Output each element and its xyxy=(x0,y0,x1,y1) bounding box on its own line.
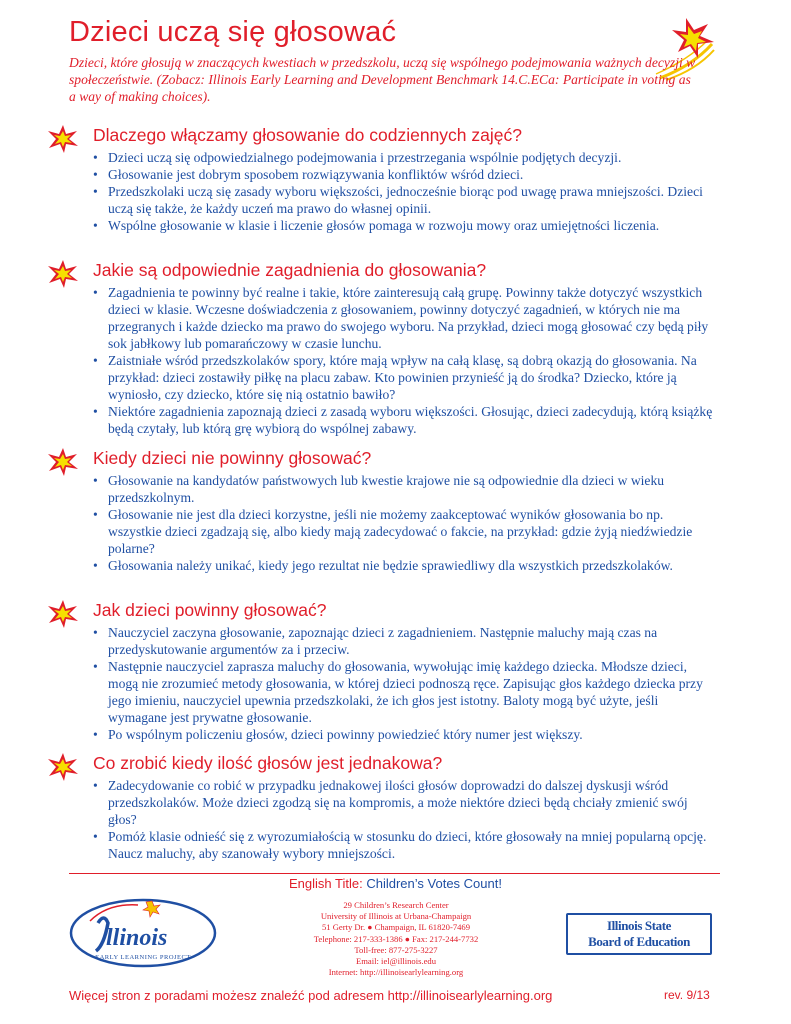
contact-line: 29 Children’s Research Center xyxy=(343,900,449,910)
logo-word: llinois xyxy=(106,925,168,951)
list-item: • Dzieci uczą się odpowiedzialnego podejmowania i przestrzegania wspólnie podjętych decyzji. xyxy=(93,149,715,166)
section-heading: Jakie są odpowiednie zagadnienia do głosowania? xyxy=(93,260,487,280)
intro-text: Dzieci, które głosują w znaczących kwestiach w przedszkolu, uczą się wspólnego podejmowania ważnych decyzji w społeczeństwie. (Zobacz: Illinois Early Learning and Development Benchmark 14.C.ECa: Participate in voting as a way of making choices). xyxy=(69,55,696,104)
list-item: • Pomóż klasie odnieść się z wyrozumiałością w stosunku do dzieci, które głosowały na mniej popularną opcję. Naucz maluchy, aby szanowały wybory mniejszości. xyxy=(93,828,715,862)
section-heading: Dlaczego włączamy głosowanie do codziennych zajęć? xyxy=(93,125,522,145)
list-item: • Niektóre zagadnienia zapoznają dzieci z zasadą wyboru większości. Głosując, dzieci zadecydują, którą książkę będą czytały, lub którą grę wybiorą do wspólnej zabawy. xyxy=(93,403,715,437)
star-bullet-icon xyxy=(48,260,78,288)
contact-website: Internet: http://illinoisearlylearning.org xyxy=(328,967,464,978)
english-title-value: Children’s Votes Count! xyxy=(366,876,502,891)
illinois-early-learning-logo xyxy=(68,893,218,969)
list-item: • Zaistniałe wśród przedszkolaków spory, które mają wpływ na całą klasę, są dobrą okazją do głosowania. Na przykład: dzieci zostawiły piłkę na placu zabaw. Kto powinien przynieść ją do środka? Dziecko, które ją wyniosło, czy dziecko, które się nią ostatnio bawiło? xyxy=(93,352,715,403)
list-item: • Głosowanie na kandydatów państwowych lub kwestie krajowe nie są odpowiednie dla dzieci w wieku przedszkolnym. xyxy=(93,472,715,506)
bullet-list xyxy=(93,284,715,437)
bullet-list xyxy=(93,777,715,862)
english-title-label: English Title: xyxy=(289,876,363,891)
isbe-line: Illinois State xyxy=(606,918,672,933)
contact-line: 51 Gerty Dr. ● Champaign, IL 61820-7469 xyxy=(321,922,471,933)
list-item: • Głosowanie nie jest dla dzieci korzystne, jeśli nie możemy zaakceptować wyników głosowania bo np. wszystkie dzieci zgadzają się, albo kiedy mają zadecydować o fakcie, na przykład: gdzie żyją niedźwiedzie polarne? xyxy=(93,506,715,557)
list-item: • Zagadnienia te powinny być realne i takie, które zainteresują całą grupę. Powinny także dotyczyć wszystkich dzieci w klasie. Wczesne doświadczenia z głosowaniem, powinny dotyczyć zagadnień, w których nie ma przegranych i każde dziecko ma prawo do swojego wyboru. Na przykład, dzieci mogą głosować czy będą piły sok jabłkowy lub pomarańczowy w czasie lunchu. xyxy=(93,284,715,352)
section-heading: Jak dzieci powinny głosować? xyxy=(93,600,327,620)
isbe-line: Board of Education xyxy=(588,934,690,949)
list-item: • Nauczyciel zaczyna głosowanie, zapoznając dzieci z zagadnieniem. Następnie maluchy mają czas na przedyskutowanie argumentów za i przeciw. xyxy=(93,624,715,658)
contact-line: Toll-free: 877-275-3227 xyxy=(354,944,438,955)
isbe-logo xyxy=(566,913,712,955)
contact-email: Email: iel@illinois.edu xyxy=(356,956,436,967)
list-item: • Głosowania należy unikać, kiedy jego rezultat nie będzie sprawiedliwy dla wszystkich przedszkolaków. xyxy=(93,557,715,574)
star-bullet-icon xyxy=(48,600,78,628)
list-item: • Wspólne głosowanie w klasie i liczenie głosów pomaga w rozwoju mowy oraz umiejętności liczenia. xyxy=(93,217,715,234)
section-heading: Co zrobić kiedy ilość głosów jest jednakowa? xyxy=(93,753,443,773)
logo-subtitle: EARLY LEARNING PROJECT xyxy=(95,954,191,961)
divider xyxy=(69,873,720,874)
contact-info xyxy=(296,900,496,978)
contact-line: University of Illinois at Urbana-Champaign xyxy=(320,911,472,922)
star-bullet-icon xyxy=(48,125,78,153)
list-item: • Głosowanie jest dobrym sposobem rozwiązywania konfliktów wśród dzieci. xyxy=(93,166,715,183)
page-title: Dzieci uczą się głosować xyxy=(69,16,397,48)
star-bullet-icon xyxy=(48,448,78,476)
bullet-list xyxy=(93,624,715,743)
bullet-list xyxy=(93,149,715,234)
list-item: • Następnie nauczyciel zaprasza maluchy do głosowania, wywołując imię każdego dziecka. Młodsze dzieci, mogą nie zrozumieć metody głosowania, w której dzieci podnoszą ręce. Zapisując głos każdego dziecka przy jego imieniu, nauczyciel upewnia przedszkolaki, że ich głos jest istotny. Baloty mogą być użyte, jeśli wymagane jest prywatne głosowanie. xyxy=(93,658,715,726)
list-item: • Zadecydowanie co robić w przypadku jednakowej ilości głosów doprowadzi do dalszej dyskusji wśród przedszkolaków. Może dzieci zgodzą się na kompromis, a może niektóre dzieci będą chciały zmienić swój głos? xyxy=(93,777,715,828)
list-item: • Po wspólnym policzeniu głosów, dzieci powinny powiedzieć który numer jest większy. xyxy=(93,726,715,743)
contact-line: Telephone: 217-333-1386 ● Fax: 217-244-7732 xyxy=(313,933,479,944)
english-title xyxy=(0,876,791,891)
revision-label: rev. 9/13 xyxy=(664,988,710,1002)
bullet-list xyxy=(93,472,715,574)
star-bullet-icon xyxy=(48,753,78,781)
list-item: • Przedszkolaki uczą się zasady wyboru większości, jednocześnie biorąc pod uwagę prawa mniejszości. Dzieci uczą się także, że każdy uczeń ma prawo do własnej opinii. xyxy=(93,183,715,217)
footer-more-info: Więcej stron z poradami możesz znaleźć pod adresem http://illinoisearlylearning.org xyxy=(69,988,553,1003)
section-heading: Kiedy dzieci nie powinny głosować? xyxy=(93,448,372,468)
